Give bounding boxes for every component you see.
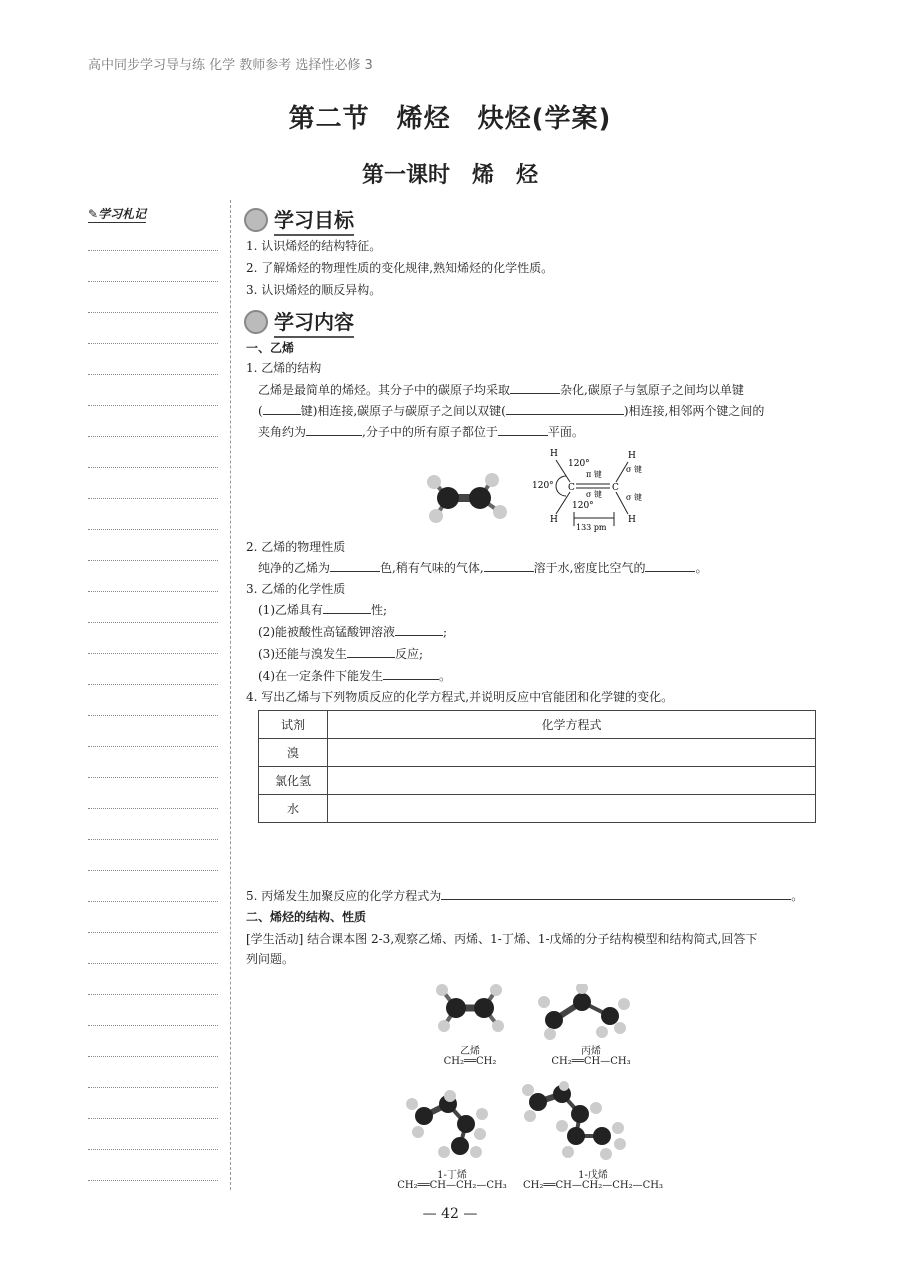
molecule-name: 1-丁烯 — [437, 1170, 467, 1181]
sigma-bond-label: σ 键 — [586, 490, 603, 499]
note-line[interactable] — [88, 312, 218, 313]
answer-blank[interactable] — [323, 601, 371, 614]
text: )相连接,相邻两个键之间的 — [623, 404, 765, 418]
butene-model — [404, 1090, 500, 1160]
structure-line-3 — [258, 422, 828, 442]
molecule-name: 1-戊烯 — [578, 1170, 608, 1181]
page-number: — 42 — — [422, 1206, 478, 1222]
content-heading — [244, 306, 354, 338]
answer-blank[interactable] — [383, 667, 439, 680]
text: 溶于水,密度比空气的 — [533, 561, 646, 575]
answer-blank[interactable] — [498, 423, 548, 436]
molecule-formula: CH₂══CH—CH₃ — [551, 1056, 631, 1067]
ethylene-ball-model — [420, 468, 516, 528]
student-activity-line-1: [学生活动] 结合课本图 2-3,观察乙烯、丙烯、1-丁烯、1-戊烯的分子结构模型和结构简式,回答下 — [246, 932, 758, 946]
text: 杂化,碳原子与氢原子之间均以单键 — [560, 383, 744, 397]
chem-prop-2 — [258, 622, 447, 642]
text: ( — [258, 404, 263, 418]
note-line[interactable] — [88, 1149, 218, 1150]
answer-blank[interactable] — [484, 559, 534, 572]
text: (2)能被酸性高锰酸钾溶液 — [258, 625, 395, 639]
note-line[interactable] — [88, 932, 218, 933]
note-line[interactable] — [88, 870, 218, 871]
note-line[interactable] — [88, 1025, 218, 1026]
answer-blank[interactable] — [330, 559, 380, 572]
note-line[interactable] — [88, 405, 218, 406]
table-row — [259, 739, 816, 767]
atom-h: H — [628, 515, 636, 525]
molecule-formula: CH₂══CH₂ — [443, 1056, 497, 1067]
flask-icon — [244, 208, 268, 232]
note-line[interactable] — [88, 963, 218, 964]
equation-cell[interactable] — [328, 767, 816, 795]
lesson-title: 第一课时 烯 烃 — [361, 163, 538, 188]
structure-line-1 — [258, 380, 828, 400]
note-line[interactable] — [88, 250, 218, 251]
note-line[interactable] — [88, 901, 218, 902]
equation-cell[interactable] — [328, 795, 816, 823]
text: 性; — [371, 603, 388, 617]
ethylene-model — [432, 980, 512, 1038]
propene-model — [536, 984, 636, 1040]
table-header-row — [259, 711, 816, 739]
note-line[interactable] — [88, 653, 218, 654]
note-line[interactable] — [88, 777, 218, 778]
text: 反应; — [395, 647, 424, 661]
note-line[interactable] — [88, 1087, 218, 1088]
note-line[interactable] — [88, 715, 218, 716]
structure-line-2 — [258, 401, 828, 421]
flask-icon — [244, 310, 268, 334]
note-line[interactable] — [88, 808, 218, 809]
bond-length-label: 133 pm — [576, 523, 607, 532]
table-row — [259, 795, 816, 823]
molecule-formula: CH₂══CH—CH₂—CH₂—CH₃ — [523, 1180, 663, 1191]
answer-blank[interactable] — [645, 559, 695, 572]
goal-2: 2. 了解烯烃的物理性质的变化规律,熟知烯烃的化学性质。 — [246, 261, 554, 275]
note-line[interactable] — [88, 529, 218, 530]
molecule-name: 乙烯 — [460, 1046, 480, 1057]
molecule-formula: CH₂══CH—CH₂—CH₃ — [397, 1180, 507, 1191]
text: (1)乙烯具有 — [258, 603, 323, 617]
pi-bond-label: π 键 — [586, 470, 602, 479]
note-line[interactable] — [88, 684, 218, 685]
note-line[interactable] — [88, 374, 218, 375]
atom-c: C — [612, 483, 619, 493]
equation-table — [258, 710, 816, 823]
answer-blank[interactable] — [510, 381, 560, 394]
section-2-heading: 二、烯烃的结构、性质 — [246, 910, 367, 924]
text: 乙烯是最简单的烯烃。其分子中的碳原子均采取 — [258, 383, 511, 397]
angle-label: 120° — [572, 501, 594, 511]
atom-h: H — [550, 515, 558, 525]
atom-h: H — [550, 449, 558, 459]
text: 平面。 — [547, 425, 584, 439]
equation-cell[interactable] — [328, 739, 816, 767]
text: 色,稍有气味的气体, — [380, 561, 484, 575]
reagent-cell: 氯化氢 — [259, 767, 328, 795]
table-row — [259, 767, 816, 795]
note-line[interactable] — [88, 467, 218, 468]
section-1-1-heading: 1. 乙烯的结构 — [246, 361, 322, 375]
goals-heading-text: 学习目标 — [274, 204, 354, 236]
note-line[interactable] — [88, 746, 218, 747]
answer-blank[interactable] — [506, 402, 624, 415]
goal-1: 1. 认识烯烃的结构特征。 — [246, 239, 382, 253]
text: 纯净的乙烯为 — [258, 561, 331, 575]
note-line[interactable] — [88, 436, 218, 437]
angle-label: 120° — [568, 459, 590, 469]
note-line[interactable] — [88, 1118, 218, 1119]
column-divider — [230, 200, 231, 1190]
notes-title-text: 学习札记 — [98, 207, 147, 221]
molecule-name: 丙烯 — [581, 1046, 601, 1057]
section-1-2-heading: 2. 乙烯的物理性质 — [246, 540, 346, 554]
text: ,分子中的所有原子都位于 — [362, 425, 498, 439]
goal-3: 3. 认识烯烃的顺反异构。 — [246, 283, 382, 297]
ethylene-bond-diagram — [528, 446, 668, 536]
note-line[interactable] — [88, 560, 218, 561]
student-activity-line-2: 列问题。 — [246, 952, 295, 966]
answer-blank[interactable] — [306, 423, 362, 436]
section-title: 第二节 烯烃 炔烃(学案) — [288, 104, 612, 134]
note-line[interactable] — [88, 839, 218, 840]
section-1-4-heading: 4. 写出乙烯与下列物质反应的化学方程式,并说明反应中官能团和化学键的变化。 — [246, 690, 674, 704]
answer-blank[interactable] — [395, 623, 443, 636]
note-line[interactable] — [88, 1180, 218, 1181]
chem-prop-3 — [258, 644, 423, 664]
text: (3)还能与溴发生 — [258, 647, 347, 661]
text: 。 — [695, 561, 708, 575]
section-1-heading: 一、乙烯 — [246, 341, 295, 355]
text: 夹角约为 — [258, 425, 307, 439]
chem-prop-4 — [258, 666, 451, 686]
running-header: 高中同步学习导与练 化学 教师参考 选择性必修 3 — [88, 58, 373, 73]
note-line[interactable] — [88, 994, 218, 995]
goals-heading — [244, 204, 354, 236]
sigma-bond-label: σ 键 — [626, 465, 643, 474]
text: (4)在一定条件下能发生 — [258, 669, 383, 683]
note-line[interactable] — [88, 591, 218, 592]
note-line[interactable] — [88, 1056, 218, 1057]
text: 。 — [439, 669, 452, 683]
header-cell: 化学方程式 — [328, 711, 816, 739]
text: ; — [443, 625, 448, 639]
note-line[interactable] — [88, 498, 218, 499]
note-line[interactable] — [88, 622, 218, 623]
sigma-bond-label: σ 键 — [626, 493, 643, 502]
text: 。 — [791, 889, 804, 903]
note-line[interactable] — [88, 281, 218, 282]
atom-c: C — [568, 483, 575, 493]
note-line[interactable] — [88, 343, 218, 344]
reagent-cell: 溴 — [259, 739, 328, 767]
notes-title — [88, 205, 146, 223]
physical-properties-line — [258, 558, 828, 578]
atom-h: H — [628, 451, 636, 461]
answer-blank[interactable] — [263, 402, 301, 415]
answer-blank[interactable] — [441, 887, 791, 900]
section-1-3-heading: 3. 乙烯的化学性质 — [246, 582, 346, 596]
answer-blank[interactable] — [347, 645, 395, 658]
text: 5. 丙烯发生加聚反应的化学方程式为 — [246, 889, 442, 903]
content-heading-text: 学习内容 — [274, 306, 354, 338]
pentene-model — [522, 1080, 638, 1164]
text: 键)相连接,碳原子与碳原子之间以双键( — [300, 404, 506, 418]
section-1-5-line — [246, 886, 826, 906]
header-cell: 试剂 — [259, 711, 328, 739]
pencil-icon: ✎ — [88, 207, 99, 221]
chem-prop-1 — [258, 600, 387, 620]
angle-label: 120° — [532, 481, 554, 491]
reagent-cell: 水 — [259, 795, 328, 823]
